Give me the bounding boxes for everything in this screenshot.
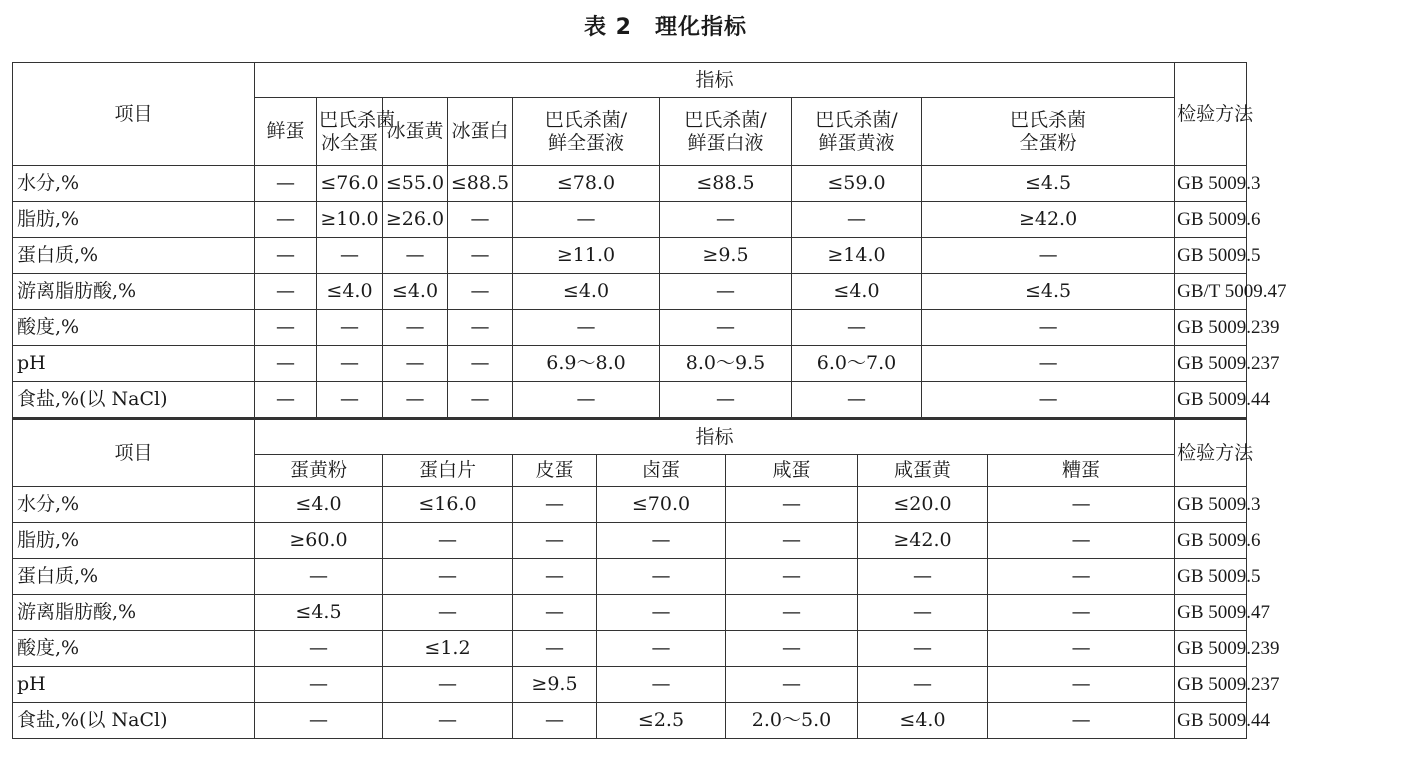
value-cell: 8.0～9.5 [660,346,792,382]
table-row [13,382,1413,419]
value-cell: — [597,595,726,631]
table-row [13,523,1413,559]
value-cell: — [448,382,513,419]
value-cell: — [922,238,1175,274]
table-row [13,595,1413,631]
value-cell: — [255,703,383,739]
value-cell: ≤4.0 [383,274,448,310]
value-cell: ≥26.0 [383,202,448,238]
value-cell: — [513,631,597,667]
value-cell: — [726,523,858,559]
column-header: 蛋白片 [383,455,513,487]
value-cell: — [726,559,858,595]
table-title: 表 2 理化指标 [584,15,747,40]
value-cell: — [383,238,448,274]
value-cell: — [383,595,513,631]
table-row [13,559,1413,595]
column-header: 咸蛋黄 [858,455,988,487]
table-row [13,310,1413,346]
value-cell: — [383,559,513,595]
value-cell: — [383,667,513,703]
value-cell: — [858,595,988,631]
value-cell: — [255,382,317,419]
value-cell: — [255,631,383,667]
value-cell: ≤55.0 [383,166,448,202]
column-header: 巴氏杀菌 全蛋粉 [922,98,1175,166]
value-cell: ≤20.0 [858,487,988,523]
value-cell: — [988,667,1175,703]
indicator-header: 指标 [255,63,1175,98]
value-cell: — [513,382,660,419]
table-row [13,202,1413,238]
value-cell: — [448,346,513,382]
value-cell: — [922,346,1175,382]
value-cell: — [922,310,1175,346]
value-cell: — [660,274,792,310]
item-cell: 酸度,% [13,631,255,667]
item-cell: 蛋白质,% [13,238,255,274]
value-cell: ≤88.5 [660,166,792,202]
method-cell: GB 5009.239 [1175,631,1247,667]
value-cell: — [317,382,383,419]
value-cell: — [448,310,513,346]
table-row [13,631,1413,667]
value-cell: — [922,382,1175,419]
value-cell: — [383,346,448,382]
value-cell: — [988,703,1175,739]
table-row [13,238,1413,274]
value-cell: 6.9～8.0 [513,346,660,382]
value-cell: ≥60.0 [255,523,383,559]
value-cell: ≥42.0 [858,523,988,559]
value-cell: — [513,523,597,559]
item-cell: 蛋白质,% [13,559,255,595]
method-cell: GB 5009.237 [1175,346,1247,382]
table-row [13,346,1413,382]
value-cell: — [255,559,383,595]
value-cell: — [792,202,922,238]
value-cell: — [255,667,383,703]
value-cell: ≤4.0 [317,274,383,310]
value-cell: ≤16.0 [383,487,513,523]
value-cell: — [513,559,597,595]
section2-header-row [13,419,1413,455]
item-cell: 酸度,% [13,310,255,346]
value-cell: — [383,703,513,739]
value-cell: ≤78.0 [513,166,660,202]
value-cell: — [255,310,317,346]
item-cell: 游离脂肪酸,% [13,274,255,310]
value-cell: ≤88.5 [448,166,513,202]
column-header: 巴氏杀菌/ 鲜全蛋液 [513,98,660,166]
value-cell: ≤4.5 [922,274,1175,310]
value-cell: — [792,382,922,419]
method-cell: GB 5009.6 [1175,523,1247,559]
column-header: 冰蛋黄 [383,98,448,166]
method-cell: GB 5009.47 [1175,595,1247,631]
value-cell: ≤4.0 [255,487,383,523]
value-cell: ≤4.0 [513,274,660,310]
method-cell: GB 5009.239 [1175,310,1247,346]
value-cell: — [660,202,792,238]
method-cell: GB 5009.44 [1175,703,1247,739]
value-cell: ≥9.5 [660,238,792,274]
value-cell: — [255,346,317,382]
value-cell: — [792,310,922,346]
value-cell: — [317,310,383,346]
value-cell: — [597,559,726,595]
value-cell: ≤76.0 [317,166,383,202]
method-cell: GB 5009.5 [1175,559,1247,595]
value-cell: 6.0～7.0 [792,346,922,382]
value-cell: — [726,487,858,523]
value-cell: — [988,631,1175,667]
method-header: 检验方法 [1175,63,1247,166]
item-header: 项目 [13,419,255,487]
value-cell: — [660,310,792,346]
column-header: 鲜蛋 [255,98,317,166]
value-cell: — [317,346,383,382]
value-cell: — [597,667,726,703]
method-cell: GB 5009.3 [1175,166,1247,202]
value-cell: ≤70.0 [597,487,726,523]
value-cell: ≥11.0 [513,238,660,274]
column-header: 巴氏杀菌/ 鲜蛋白液 [660,98,792,166]
value-cell: — [858,667,988,703]
value-cell: — [448,274,513,310]
value-cell: — [988,595,1175,631]
value-cell: — [988,487,1175,523]
table-row [13,487,1413,523]
value-cell: — [513,595,597,631]
value-cell: ≤4.0 [792,274,922,310]
value-cell: — [383,523,513,559]
column-header: 卤蛋 [597,455,726,487]
item-cell: 水分,% [13,166,255,202]
value-cell: — [448,202,513,238]
value-cell: — [513,703,597,739]
value-cell: ≤4.5 [922,166,1175,202]
value-cell: ≤1.2 [383,631,513,667]
value-cell: ≥42.0 [922,202,1175,238]
value-cell: ≥10.0 [317,202,383,238]
value-cell: — [383,382,448,419]
value-cell: — [726,667,858,703]
value-cell: — [597,631,726,667]
column-header: 巴氏杀菌 冰全蛋 [317,98,383,166]
item-cell: 食盐,%(以 NaCl) [13,703,255,739]
value-cell: 2.0～5.0 [726,703,858,739]
item-header: 项目 [13,63,255,166]
value-cell: — [726,631,858,667]
method-header: 检验方法 [1175,419,1247,487]
value-cell: ≤59.0 [792,166,922,202]
table-row [13,274,1413,310]
value-cell: ≤2.5 [597,703,726,739]
method-cell: GB 5009.44 [1175,382,1247,419]
indicator-header: 指标 [255,419,1175,455]
item-cell: 游离脂肪酸,% [13,595,255,631]
value-cell: — [726,595,858,631]
value-cell: — [255,202,317,238]
value-cell: — [383,310,448,346]
method-cell: GB 5009.6 [1175,202,1247,238]
value-cell: — [660,382,792,419]
column-header: 皮蛋 [513,455,597,487]
column-header: 蛋黄粉 [255,455,383,487]
item-cell: 水分,% [13,487,255,523]
value-cell: — [255,238,317,274]
value-cell: — [513,202,660,238]
item-cell: 脂肪,% [13,202,255,238]
table-row [13,667,1413,703]
value-cell: — [597,523,726,559]
value-cell: ≤4.5 [255,595,383,631]
section1-header-row [13,63,1413,98]
item-cell: 脂肪,% [13,523,255,559]
value-cell: — [858,559,988,595]
value-cell: — [317,238,383,274]
table-row [13,166,1413,202]
method-cell: GB 5009.3 [1175,487,1247,523]
column-header: 糟蛋 [988,455,1175,487]
item-cell: 食盐,%(以 NaCl) [13,382,255,419]
value-cell: — [513,487,597,523]
column-header: 巴氏杀菌/ 鲜蛋黄液 [792,98,922,166]
value-cell: — [988,559,1175,595]
value-cell: — [448,238,513,274]
value-cell: — [988,523,1175,559]
value-cell: — [255,166,317,202]
value-cell: ≥14.0 [792,238,922,274]
value-cell: — [255,274,317,310]
value-cell: — [513,310,660,346]
item-cell: pH [13,667,255,703]
table-row [13,703,1413,739]
value-cell: — [858,631,988,667]
method-cell: GB 5009.237 [1175,667,1247,703]
column-header: 冰蛋白 [448,98,513,166]
item-cell: pH [13,346,255,382]
method-cell: GB/T 5009.47 [1175,274,1247,310]
column-header: 咸蛋 [726,455,858,487]
value-cell: ≥9.5 [513,667,597,703]
method-cell: GB 5009.5 [1175,238,1247,274]
value-cell: ≤4.0 [858,703,988,739]
physicochemical-indicators-table [12,62,1413,739]
